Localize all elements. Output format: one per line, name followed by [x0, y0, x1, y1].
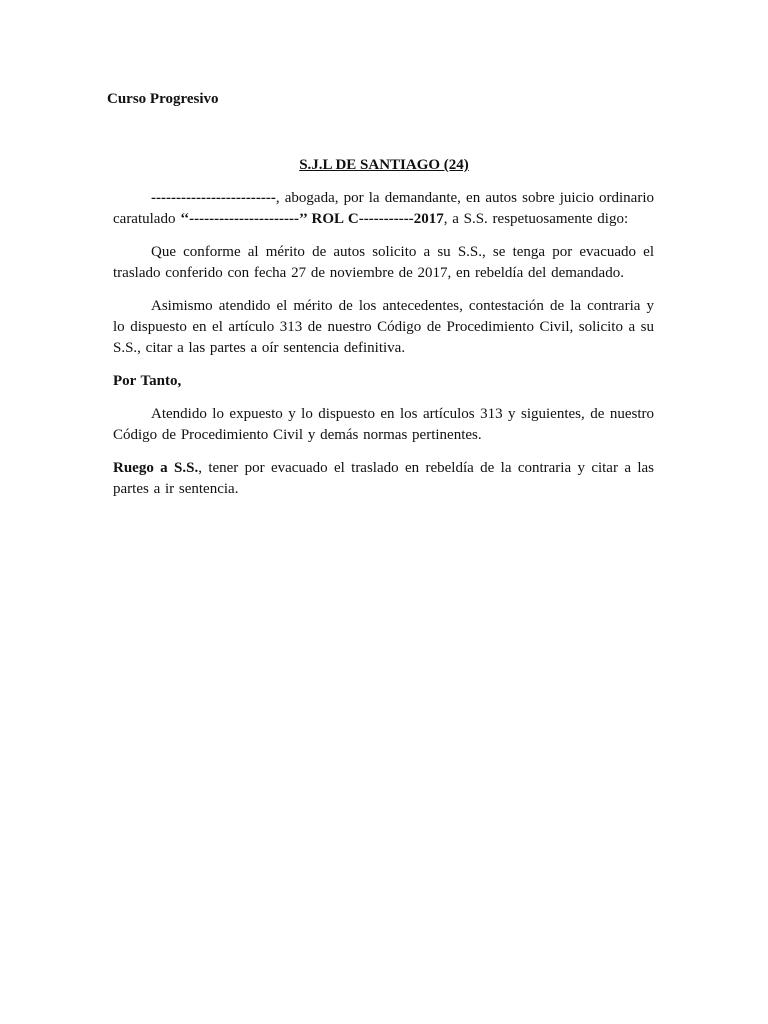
petition-text: , tener por evacuado el traslado en rebeldía de la contraria y citar a las partes a ir sentencia. [113, 460, 654, 497]
antecedents-paragraph: Asimismo atendido el mérito de los antecedentes, contestación de la contraria y lo dispuesto en el artículo 313 de nuestro Código de Procedimiento Civil, solicito a su S.S., citar a las partes a oír sentencia definitiva. [113, 298, 654, 356]
intro-text-1: , abogada, por la demandante, en autos sobre juicio ordinario caratulado [113, 190, 654, 227]
petition-paragraph [113, 458, 654, 500]
document-body [113, 188, 654, 512]
lawyer-name-blank: ------------------------- [151, 190, 276, 206]
intro-paragraph [113, 188, 654, 230]
por-tanto-heading: Por Tanto, [113, 373, 182, 389]
intro-text-2: , a S.S. respetuosamente digo: [443, 211, 629, 227]
request-paragraph: Que conforme al mérito de autos solicito a su S.S., se tenga por evacuado el traslado conferido con fecha 27 de noviembre de 2017, en rebeldía del demandado. [113, 244, 654, 281]
case-name: ‘‘----------------------’’ ROL C-----------2017 [180, 211, 444, 227]
petition-lead: Ruego a S.S. [113, 460, 199, 476]
court-heading: S.J.L DE SANTIAGO (24) [299, 157, 469, 173]
legal-basis-paragraph: Atendido lo expuesto y lo dispuesto en los artículos 313 y siguientes, de nuestro Código de Procedimiento Civil y demás normas pertinentes. [113, 406, 654, 443]
course-title: Curso Progresivo [107, 91, 219, 107]
